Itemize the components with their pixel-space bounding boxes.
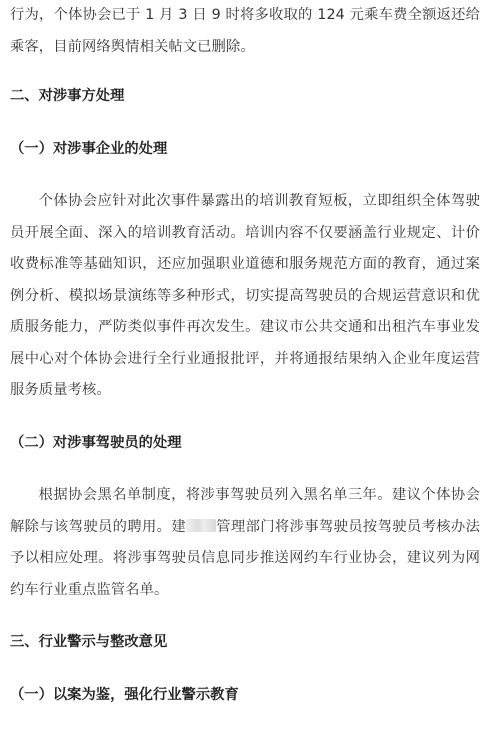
- enterprise-paragraph: 个体协会应针对此次事件暴露出的培训教育短板，立即组织全体驾驶员开展全面、深入的培训教育活动。培训内容不仅要涵盖行业规定、计价收费标准等基础知识，还应加强职业道德和服务规范方面的教育，通过案例分析、模拟场景演练等多种形式，切实提高驾驶员的合规运营意识和优质服务能力，严防类似事件再次发生。建议市公共交通和出租汽车事业发展中心对个体协会进行全行业通报批评，并将通报结果纳入企业年度运营服务质量考核。: [10, 193, 480, 398]
- redaction-blur: [186, 519, 216, 532]
- driver-paragraph-part1: 根据协会黑名单制度，将涉事驾驶员列入黑名单三年。建议个体协会解除与该驾驶员的聘用。建: [10, 487, 480, 535]
- subsection-warning-heading: （一）以案为鉴，强化行业警示教育: [10, 686, 239, 703]
- subsection-enterprise-heading: （一）对涉事企业的处理: [10, 140, 168, 157]
- intro-paragraph: 行为，个体协会已于 1 月 3 日 9 时将多收取的 124 元乘车费全额返还给乘客，目前网络舆情相关帖文已删除。: [10, 7, 480, 55]
- driver-paragraph: [10, 480, 480, 606]
- subsection-driver-heading: （二）对涉事驾驶员的处理: [10, 434, 182, 451]
- driver-paragraph-part2: 管理部门将涉事驾驶员按驾驶员考核办法予以相应处理。将涉事驾驶员信息同步推送网约车行业协会，建议列为网约车行业重点监管名单。: [10, 518, 480, 598]
- section-three-heading: 三、行业警示与整改意见: [10, 634, 168, 650]
- section-two-heading: 二、对涉事方处理: [10, 88, 125, 104]
